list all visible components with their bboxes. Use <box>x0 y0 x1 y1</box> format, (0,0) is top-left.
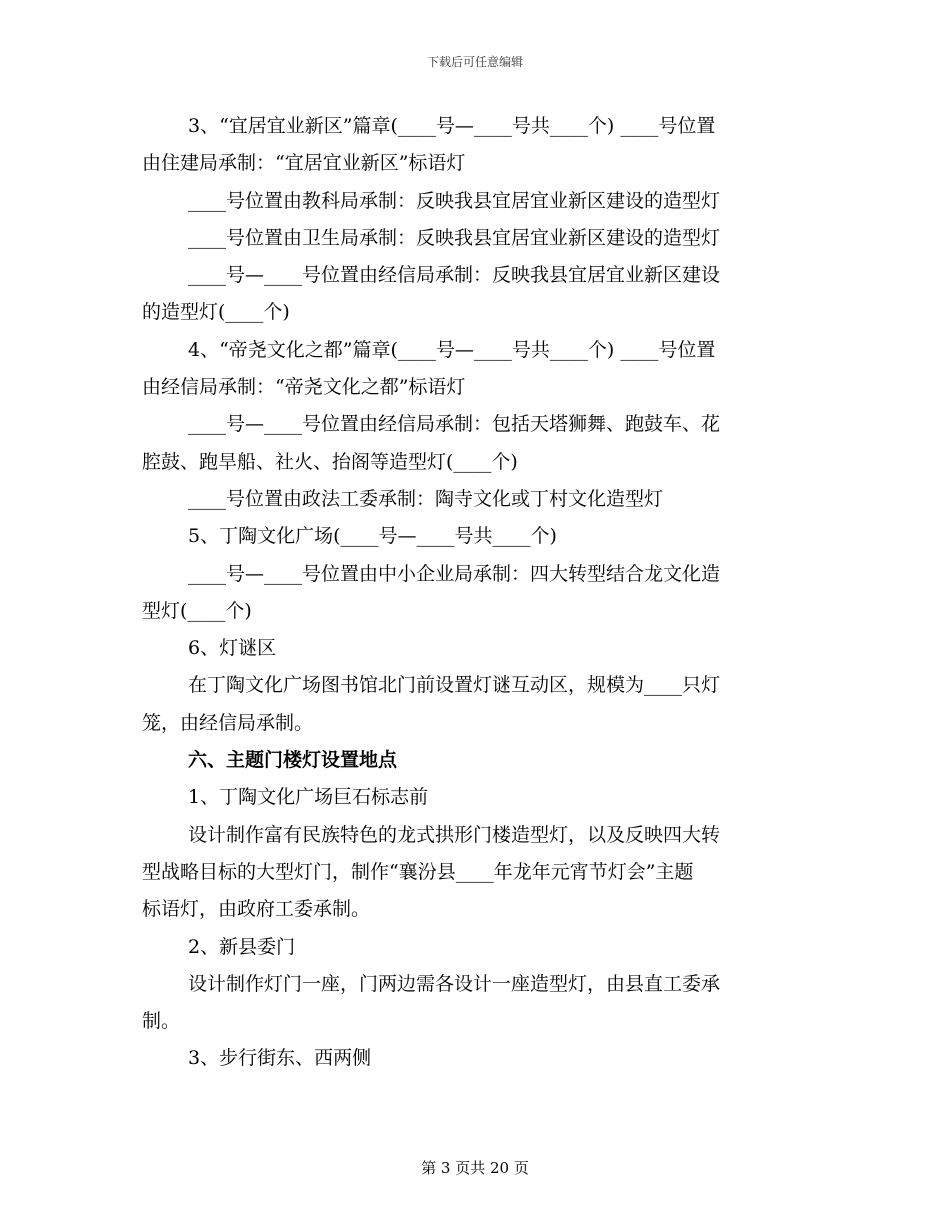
paragraph-line: ____号位置由政法工委承制：陶寺文化或丁村文化造型灯 <box>188 487 664 510</box>
page-footer: 第 3 页共 20 页 <box>421 1159 529 1177</box>
paragraph-line: 设计制作富有民族特色的龙式拱形门楼造型灯，以及反映四大转 <box>188 823 721 846</box>
section-heading: 六、主题门楼灯设置地点 <box>188 749 398 772</box>
paragraph-line: 的造型灯(____个) <box>142 301 290 324</box>
paragraph-line: ____号位置由卫生局承制：反映我县宜居宜业新区建设的造型灯 <box>188 226 721 249</box>
paragraph-line: 标语灯，由政府工委承制。 <box>142 898 371 921</box>
paragraph-line: 制。 <box>142 1010 181 1033</box>
paragraph-line: 由经信局承制：“帝尧文化之都”标语灯 <box>142 376 466 399</box>
paragraph-line: 设计制作灯门一座，门两边需各设计一座造型灯，由县直工委承 <box>188 972 721 995</box>
paragraph-line: ____号—____号位置由经信局承制：反映我县宜居宜业新区建设 <box>188 264 721 287</box>
paragraph-line: 3、步行街东、西两侧 <box>188 1047 372 1070</box>
paragraph-line: 3、“宜居宜业新区”篇章(____号—____号共____个) ____号位置 <box>188 115 716 137</box>
paragraph-line: 2、新县委门 <box>188 935 296 958</box>
paragraph-line: 腔鼓、跑旱船、社火、抬阁等造型灯(____个) <box>142 450 518 473</box>
paragraph-line: ____号—____号位置由经信局承制：包括天塔狮舞、跑鼓车、花 <box>188 413 721 436</box>
paragraph-line: 1、丁陶文化广场巨石标志前 <box>188 786 429 809</box>
paragraph-line: 5、丁陶文化广场(____号—____号共____个) <box>188 525 557 548</box>
paragraph-line: 由住建局承制：“宜居宜业新区”标语灯 <box>142 152 466 175</box>
paragraph-line: 型灯(____个) <box>142 599 252 622</box>
page-header: 下载后可任意编辑 <box>426 55 523 69</box>
paragraph-line: 在丁陶文化广场图书馆北门前设置灯谜互动区，规模为____只灯 <box>188 674 721 697</box>
paragraph-line: ____号—____号位置由中小企业局承制：四大转型结合龙文化造 <box>188 562 721 585</box>
paragraph-line: 笼，由经信局承制。 <box>142 711 314 734</box>
paragraph-line: 型战略目标的大型灯门，制作“襄汾县____年龙年元宵节灯会”主题 <box>142 860 694 883</box>
paragraph-line: 4、“帝尧文化之都”篇章(____号—____号共____个) ____号位置 <box>188 338 716 361</box>
paragraph-line: ____号位置由教科局承制：反映我县宜居宜业新区建设的造型灯 <box>188 189 721 212</box>
document-body <box>142 108 810 1078</box>
paragraph-line: 6、灯谜区 <box>188 637 277 660</box>
